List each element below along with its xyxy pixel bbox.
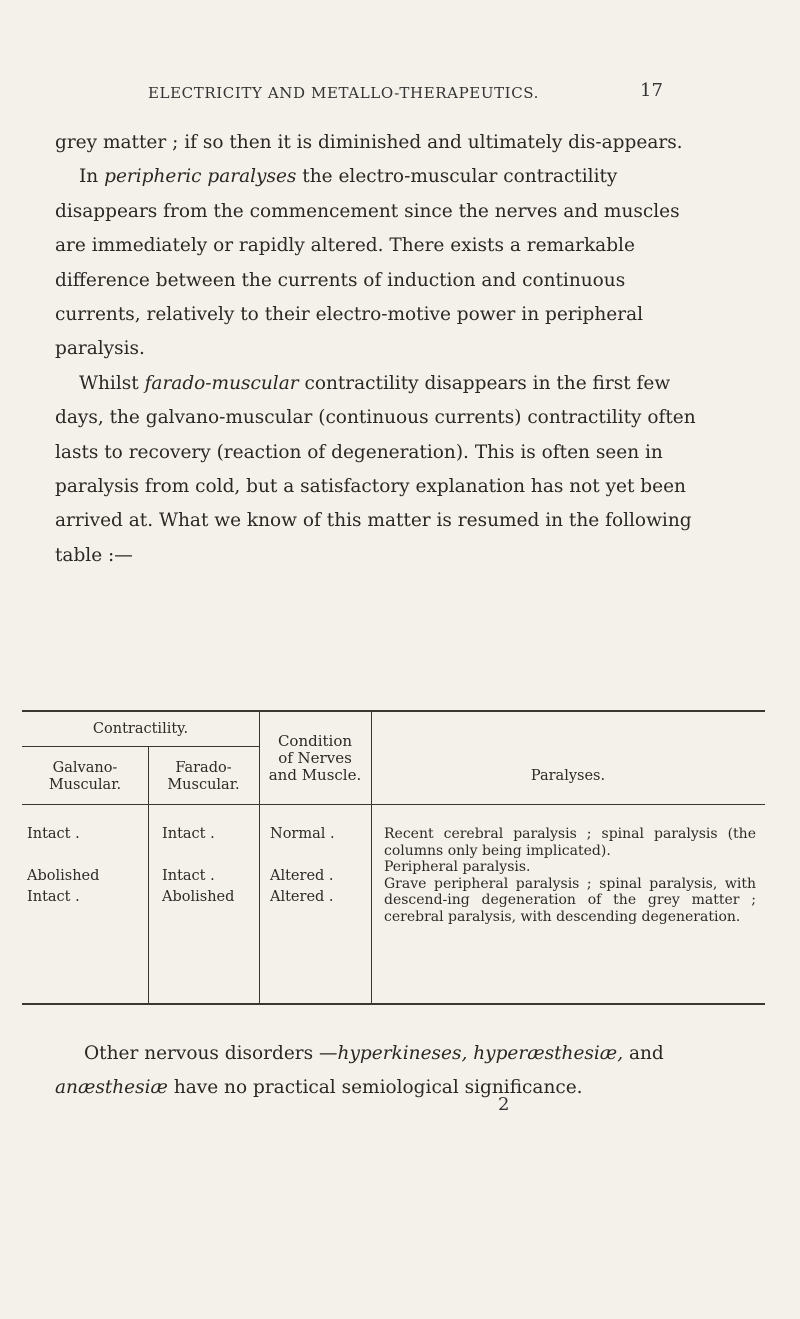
paragraph-2-italic: peripheric paralyses <box>104 166 297 188</box>
paragraph-1: grey matter ; if so then it is diminished and ultimately dis-appears. <box>55 132 683 153</box>
paralyses-column: Recent cerebral paralysis ; spinal paralysis (the columns only being implicated). Peripheral paralysis. Grave peripheral paralysis ; spinal paralysis, with descend-ing degeneration of the grey matter ; cerebral paralysis, with descending degeneration. <box>384 826 756 925</box>
header-contractility: Contractility. <box>92 721 189 737</box>
header-paralyses: Paralyses. <box>530 768 606 784</box>
closing-and: and <box>623 1043 664 1064</box>
table-cell: Altered . <box>270 889 334 905</box>
paragraph-2-lead: In <box>79 166 105 188</box>
header-bottom-rule <box>22 804 765 805</box>
table-top-rule <box>22 710 765 712</box>
table-cell: Abolished <box>27 868 100 884</box>
condition-column <box>270 826 368 910</box>
closing-rest: have no practical semiological significance. <box>167 1077 583 1099</box>
closing-lead: Other nervous disorders — <box>84 1043 338 1064</box>
page-number: 17 <box>640 80 663 101</box>
header-farado-muscular: Farado- Muscular. <box>167 760 240 793</box>
table-cell: Abolished <box>162 889 235 905</box>
table-cell: Normal . <box>270 826 335 842</box>
paragraph-2-rest: the electro-muscular contractility disappears from the commencement since the nerves and muscles are immediately or rapidly altered. There exists a remarkable difference between the currents of induction and continuous currents, relatively to their electro-motive power in peripheral paralysis. <box>55 166 680 360</box>
paragraph-3-lead: Whilst <box>79 372 145 394</box>
table-cell <box>27 847 145 868</box>
closing-paragraph <box>55 1037 735 1106</box>
table-bottom-rule <box>22 1003 765 1005</box>
table-cell: Altered . <box>270 868 334 884</box>
table-cell: Intact . <box>162 826 215 842</box>
table-cell: Intact . <box>27 889 80 905</box>
col-divider-3 <box>371 710 372 1003</box>
table-cell <box>162 847 257 868</box>
farado-column <box>162 826 257 910</box>
table-cell <box>270 847 368 868</box>
header-galvano-muscular: Galvano- Muscular. <box>48 760 122 793</box>
closing-italic-1: hyperkineses, hyperæsthesiæ, <box>337 1043 624 1064</box>
group-header-rule <box>22 746 259 747</box>
paragraph-3-rest: contractility disappears in the first few days, the galvano-muscular (continuous currents) contractility often lasts to recovery (reaction of degeneration). This is often seen in paralysis from cold, but a satisfactory explanation has not yet been arrived at. What we know of this matter is resumed in the following table :— <box>55 372 696 566</box>
paragraph-3-italic: farado-muscular <box>144 372 299 394</box>
header-condition: Condition of Nerves and Muscle. <box>268 732 362 784</box>
signature-mark: 2 <box>498 1094 510 1115</box>
closing-italic-2: anæsthesiæ <box>55 1077 168 1099</box>
running-title: ELECTRICITY AND METALLO-THERAPEUTICS. <box>148 84 539 102</box>
galvano-column <box>27 826 145 910</box>
table-cell: Intact . <box>162 868 215 884</box>
table-cell: Intact . <box>27 826 80 842</box>
